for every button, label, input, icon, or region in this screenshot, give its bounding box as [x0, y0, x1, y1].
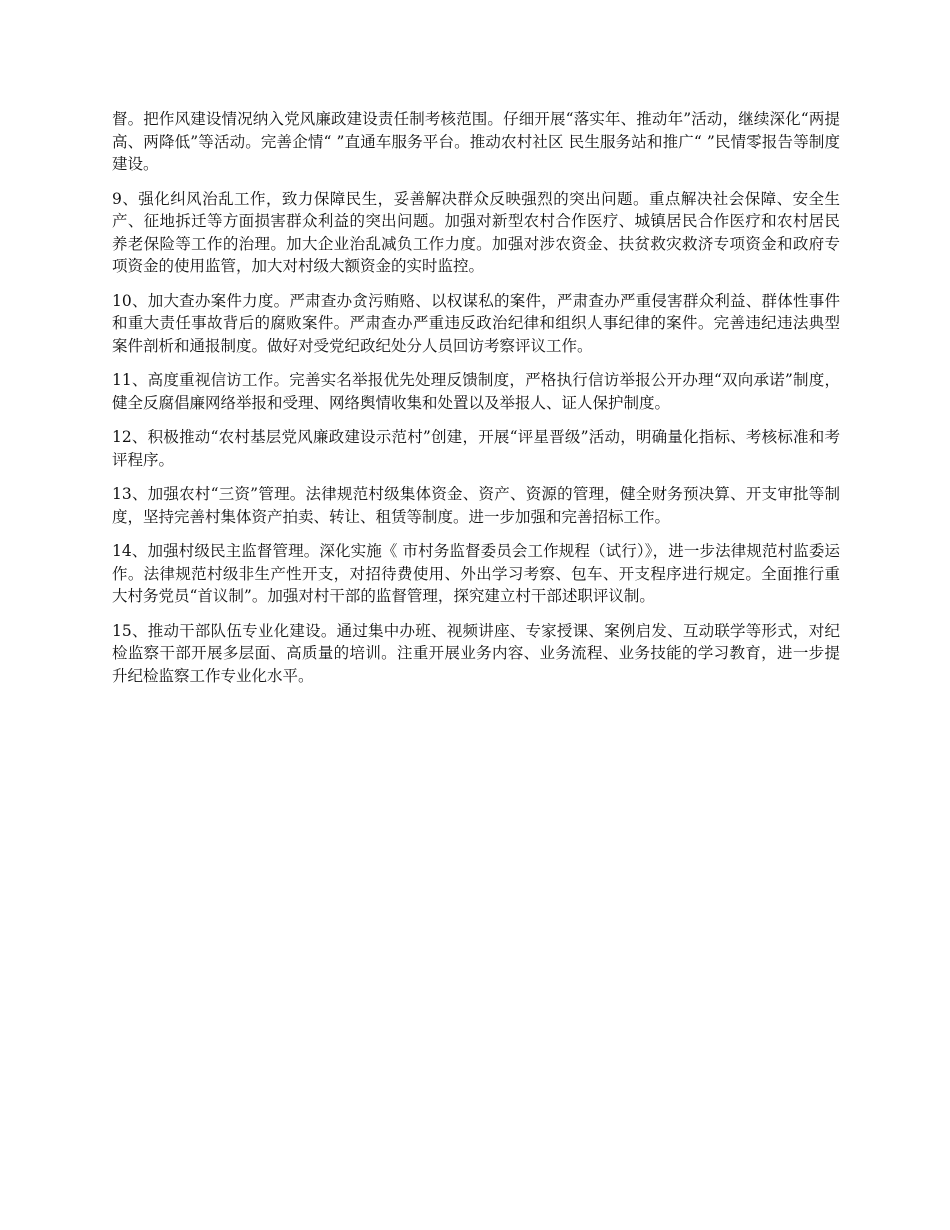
paragraph-continuation: 督。把作风建设情况纳入党风廉政建设责任制考核范围。仔细开展“落实年、推动年”活动，继续深化“两提高、两降低”等活动。完善企情“ ”直通车服务平台。推动农村社区 民生服务站和推广“ ”民情零报告等制度建设。: [112, 110, 840, 173]
paragraph-item-12: 12、积极推动“农村基层党风廉政建设示范村”创建，开展“评星晋级”活动，明确量化指标、考核标准和考评程序。: [112, 428, 840, 469]
paragraph-item-14: 14、加强村级民主监督管理。深化实施《 市村务监督委员会工作规程（试行）》，进一步法律规范村监委运作。法律规范村级非生产性开支，对招待费使用、外出学习考察、包车、开支程序进行规定。全面推行重大村务党员“首议制”。加强对村干部的监督管理，探究建立村干部述职评议制。: [112, 542, 840, 605]
paragraph-item-11: 11、高度重视信访工作。完善实名举报优先处理反馈制度，严格执行信访举报公开办理“双向承诺”制度，健全反腐倡廉网络举报和受理、网络舆情收集和处置以及举报人、证人保护制度。: [112, 371, 840, 412]
paragraph-item-13: 13、加强农村“三资”管理。法律规范村级集体资金、资产、资源的管理，健全财务预决算、开支审批等制度，坚持完善村集体资产拍卖、转让、租赁等制度。进一步加强和完善招标工作。: [112, 485, 840, 526]
paragraph-item-9: 9、强化纠风治乱工作，致力保障民生，妥善解决群众反映强烈的突出问题。重点解决社会保障、安全生产、征地拆迁等方面损害群众利益的突出问题。加强对新型农村合作医疗、城镇居民合作医疗和农村居民养老保险等工作的治理。加大企业治乱减负工作力度。加强对涉农资金、扶贫救灾救济专项资金和政府专项资金的使用监管，加大对村级大额资金的实时监控。: [112, 189, 840, 275]
paragraph-item-15: 15、推动干部队伍专业化建设。通过集中办班、视频讲座、专家授课、案例启发、互动联学等形式，对纪检监察干部开展多层面、高质量的培训。注重开展业务内容、业务流程、业务技能的学习教育，进一步提升纪检监察工作专业化水平。: [112, 621, 840, 685]
paragraph-item-10: 10、加大查办案件力度。严肃查办贪污贿赂、以权谋私的案件，严肃查办严重侵害群众利益、群体性事件和重大责任事故背后的腐败案件。严肃查办严重违反政治纪律和组织人事纪律的案件。完善违纪违法典型案件剖析和通报制度。做好对受党纪政纪处分人员回访考察评议工作。: [112, 291, 840, 355]
